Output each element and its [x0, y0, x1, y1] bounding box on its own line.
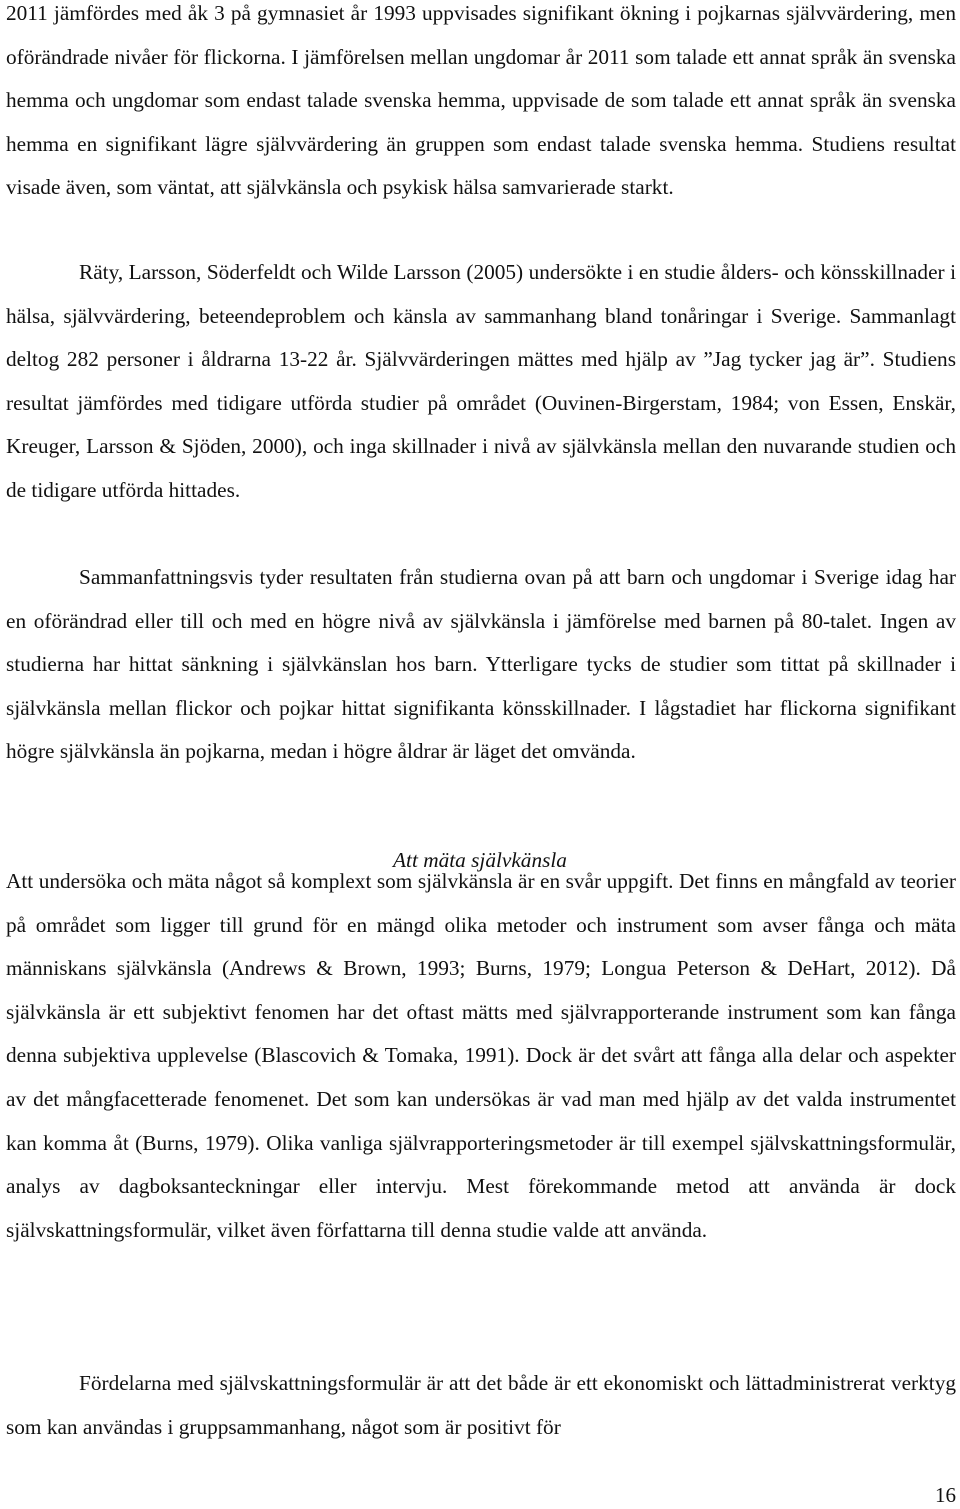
- section-heading: Att mäta självkänsla: [393, 848, 567, 872]
- page-number: 16: [935, 1483, 956, 1507]
- paragraph-measuring: [6, 860, 956, 1252]
- paragraph-continued: [6, 0, 956, 210]
- paragraph-text: Fördelarna med självskattningsformulär är att det både är ett ekonomiskt och lättadministrerat verktyg som kan användas i gruppsammanhang, något som är positivt för: [6, 1371, 956, 1439]
- paragraph-summary: [6, 556, 956, 774]
- paragraph-text: 2011 jämfördes med åk 3 på gymnasiet år 1993 uppvisades signifikant ökning i pojkarnas självvärdering, men oförändrade nivåer för flickorna. I jämförelsen mellan ungdomar år 2011 som talade ett annat språk än svenska hemma och ungdomar som endast talade svenska hemma, uppvisade de som talade ett annat språk än svenska hemma en signifikant lägre självvärdering än gruppen som endast talade svenska hemma. Studiens resultat visade även, som väntat, att självkänsla och psykisk hälsa samvarierade starkt.: [6, 1, 956, 200]
- paragraph-advantages: [6, 1362, 956, 1449]
- paragraph-text: Att undersöka och mäta något så komplext som självkänsla är en svår uppgift. Det finns en mångfald av teorier på området som ligger till grund för en mängd olika metoder och instrument som avser fånga och mäta människans självkänsla (Andrews & Brown, 1993; Burns, 1979; Longua Peterson & DeHart, 2012). Då självkänsla är ett subjektivt fenomen har det oftast mätts med självrapporterande instrument som kan fånga denna subjektiva upplevelse (Blascovich & Tomaka, 1991). Dock är det svårt att fånga alla delar och aspekter av det mångfacetterade fenomenet. Det som kan undersökas är vad man med hjälp av det valda instrumentet kan komma åt (Burns, 1979). Olika vanliga självrapporteringsmetoder är till exempel självskattningsformulär, analys av dagboksanteckningar eller intervju. Mest förekommande metod att använda är dock självskattningsformulär, vilket även författarna till denna studie valde att använda.: [6, 869, 956, 1242]
- paragraph-text: Sammanfattningsvis tyder resultaten från studierna ovan på att barn och ungdomar i Sverige idag har en oförändrad eller till och med en högre nivå av självkänsla i jämförelse med barnen på 80-talet. Ingen av studierna har hittat sänkning i självkänslan hos barn. Ytterligare tycks de studier som tittat på skillnader i självkänsla mellan flickor och pojkar hittat signifikanta könsskillnader. I lågstadiet har flickorna signifikant högre självkänsla än pojkarna, medan i högre åldrar är läget det omvända.: [6, 565, 956, 764]
- paragraph-text: Räty, Larsson, Söderfeldt och Wilde Larsson (2005) undersökte i en studie ålders- och könsskillnader i hälsa, självvärdering, beteendeproblem och känsla av sammanhang bland tonåringar i Sverige. Sammanlagt deltog 282 personer i åldrarna 13-22 år. Självvärderingen mättes med hjälp av ”Jag tycker jag är”. Studiens resultat jämfördes med tidigare utförda studier på området (Ouvinen-Birgerstam, 1984; von Essen, Enskär, Kreuger, Larsson & Sjöden, 2000), och inga skillnader i nivå av självkänsla mellan den nuvarande studien och de tidigare utförda hittades.: [6, 260, 956, 502]
- paragraph-raty-study: [6, 251, 956, 513]
